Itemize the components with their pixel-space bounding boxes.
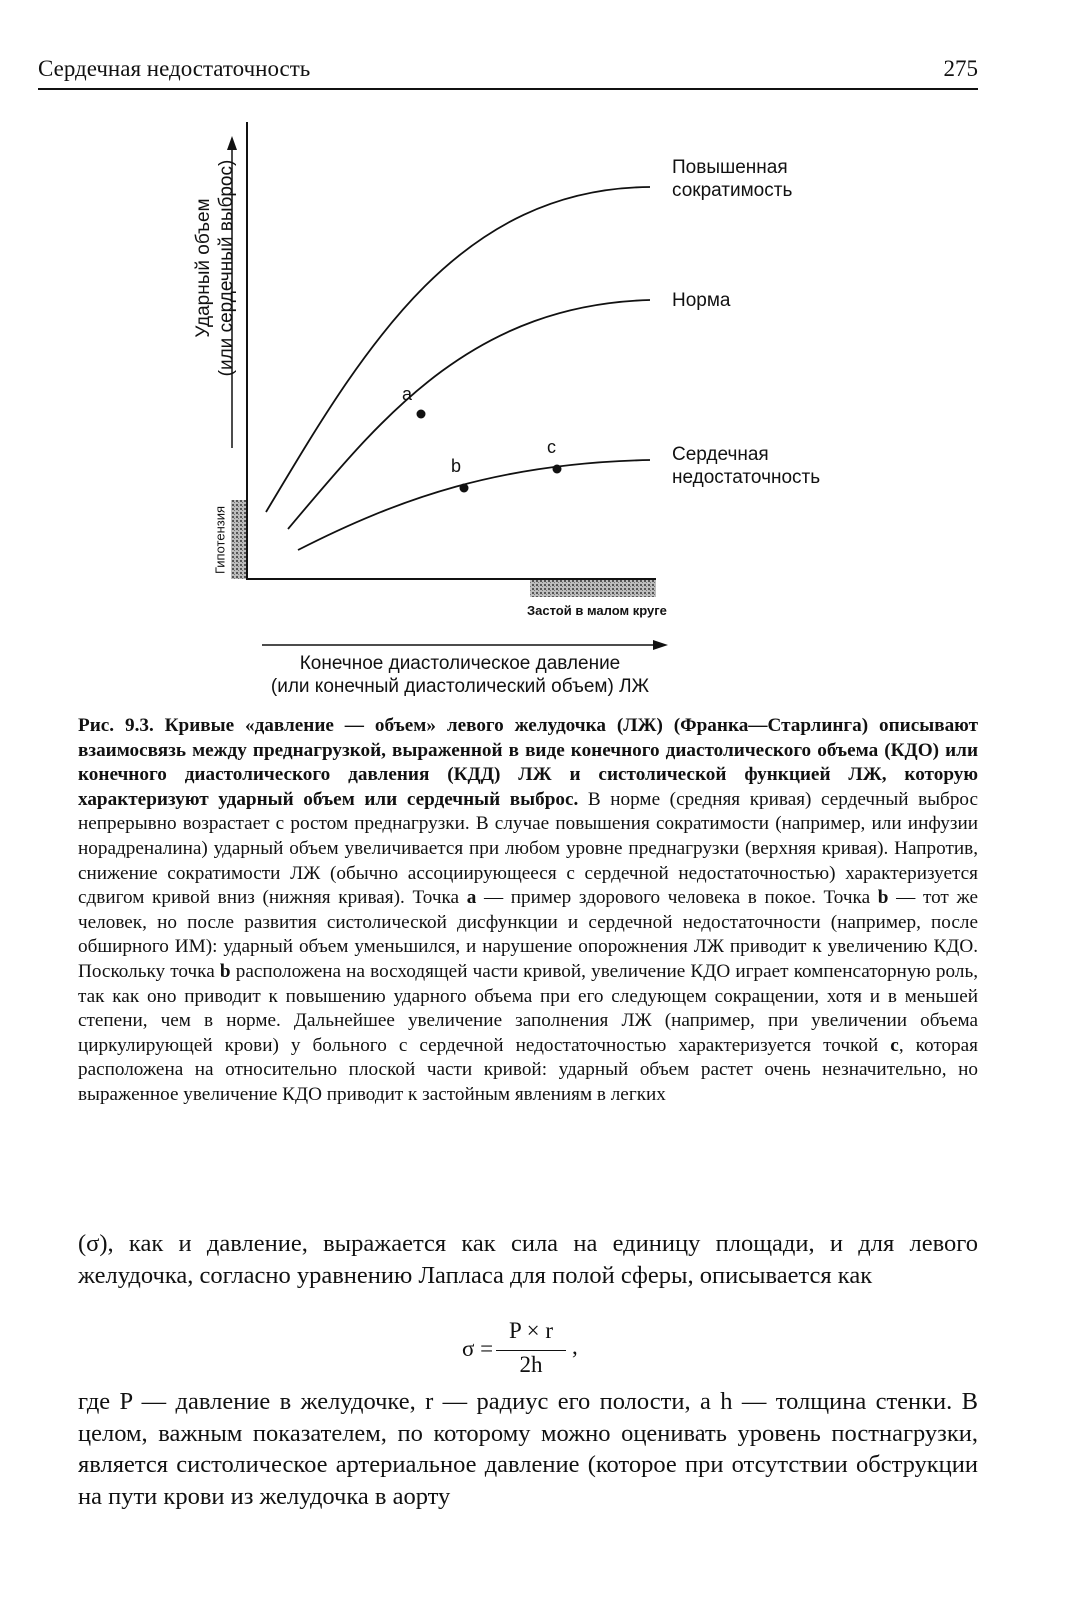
caption-bold-title: Рис. 9.3. Кривые «давление — объем» левого желудочка (ЛЖ) (Франка—Старлинга) описывают взаимосвязь между преднагрузкой, выраженной в виде конечного диастолического объема (КДО) или конечного диастолического давления (КДД) ЛЖ и систолической функцией ЛЖ, которую характеризуют ударный объем или сердечный выброс. bbox=[78, 715, 978, 810]
caption-point-b: b bbox=[219, 960, 231, 982]
point-c-marker bbox=[553, 465, 562, 474]
running-title: Сердечная недостаточность bbox=[38, 56, 311, 81]
caption-text: расположена на восходящей части кривой, увеличение КДО играет компенсаторную роль, так как оно приводит к повышению ударного объема при его следующем сокращении, хотя и в меньшей степени, чем в норме. Дальнейшее увеличение заполнения ЛЖ (например, при увеличении объема циркулирующей крови) у больного с сердечной недостаточностью характеризуется точкой bbox=[78, 960, 978, 1056]
y-axis-label-line-1: Ударный объем bbox=[193, 198, 214, 338]
caption-point-a: a bbox=[466, 887, 477, 909]
curve-label-normal bbox=[672, 289, 730, 312]
formula-denominator: 2h bbox=[519, 1352, 543, 1377]
hypotension-label: Гипотензия bbox=[212, 505, 228, 575]
frank-starling-figure bbox=[0, 0, 1076, 720]
curve-label-line: Сердечная bbox=[672, 444, 769, 465]
curve-heart-failure bbox=[298, 460, 650, 550]
curve-label-line: сократимость bbox=[672, 180, 793, 201]
caption-text: — пример здорового человека в покое. Точка bbox=[476, 887, 878, 909]
congestion-label: Застой в малом круге bbox=[527, 603, 667, 618]
hypotension-zone bbox=[231, 500, 246, 579]
x-axis-label-line-1: Конечное диастолическое давление bbox=[299, 653, 621, 674]
page-number: 275 bbox=[943, 56, 978, 81]
caption-point-b: b bbox=[877, 887, 889, 909]
caption-text: , которая расположена на относительно плоской части кривой: ударный объем растет очень незначительно, но выраженное увеличение КДО приводит к застойным явлениям в легких bbox=[78, 1034, 978, 1105]
figure-caption bbox=[78, 714, 978, 1108]
caption-text: — тот же человек, но после развития систолической дисфункции и сердечной недостаточности (например, после обширного ИМ): ударный объем уменьшился, и нарушение опорожнения ЛЖ приводит к увеличению КДО. Поскольку точка bbox=[78, 887, 978, 982]
formula-fraction-bar bbox=[496, 1350, 566, 1351]
point-c-label: c bbox=[547, 437, 556, 457]
curve-label-increased-contractility bbox=[672, 156, 792, 202]
caption-point-c: c bbox=[890, 1034, 899, 1056]
point-b-marker bbox=[460, 484, 469, 493]
x-axis-arrow-head bbox=[653, 640, 668, 650]
x-axis-label bbox=[230, 652, 690, 698]
curve-label-line: недостаточность bbox=[672, 467, 821, 488]
formula-numerator: P × r bbox=[508, 1318, 554, 1343]
curve-normal bbox=[288, 300, 650, 529]
curve-label-line: Норма bbox=[672, 290, 731, 311]
congestion-zone bbox=[530, 580, 656, 597]
formula-lhs: σ = bbox=[462, 1336, 494, 1361]
x-axis-label-line-2: (или конечный диастолический объем) ЛЖ bbox=[270, 676, 650, 697]
point-b-label: b bbox=[451, 456, 462, 476]
curve-label-heart-failure bbox=[672, 443, 820, 489]
point-a-label: a bbox=[402, 384, 413, 404]
y-axis-label bbox=[192, 113, 238, 423]
body-paragraph: где P — давление в желудочке, r — радиус его полости, а h — толщина стенки. В целом, важным показателем, по которому можно оценивать уровень постнагрузки, является систолическое артериальное давление (которое при отсутствии обструкции на пути крови из желудочка в аорту bbox=[78, 1388, 978, 1510]
body-paragraph: (σ), как и давление, выражается как сила на единицу площади, и для левого желудочка, согласно уравнению Лапласа для полой сферы, описывается как bbox=[78, 1230, 978, 1289]
curve-label-line: Повышенная bbox=[672, 157, 788, 178]
laplace-formula bbox=[462, 1318, 602, 1382]
y-axis-label-line-2: (или сердечный выброс) bbox=[216, 159, 237, 377]
formula-trailing: , bbox=[572, 1334, 578, 1359]
point-a-marker bbox=[417, 410, 426, 419]
caption-text: В норме (средняя кривая) сердечный выброс непрерывно возрастает с ростом преднагрузки. В случае повышения сократимости (например, или инфузии норадреналина) ударный объем увеличивается при любом уровне преднагрузки (верхняя кривая). Напротив, снижение сократимости ЛЖ (обычно ассоциирующееся с сердечной недостаточностью) характеризуется сдвигом кривой вниз (нижняя кривая). Точка bbox=[78, 788, 978, 909]
